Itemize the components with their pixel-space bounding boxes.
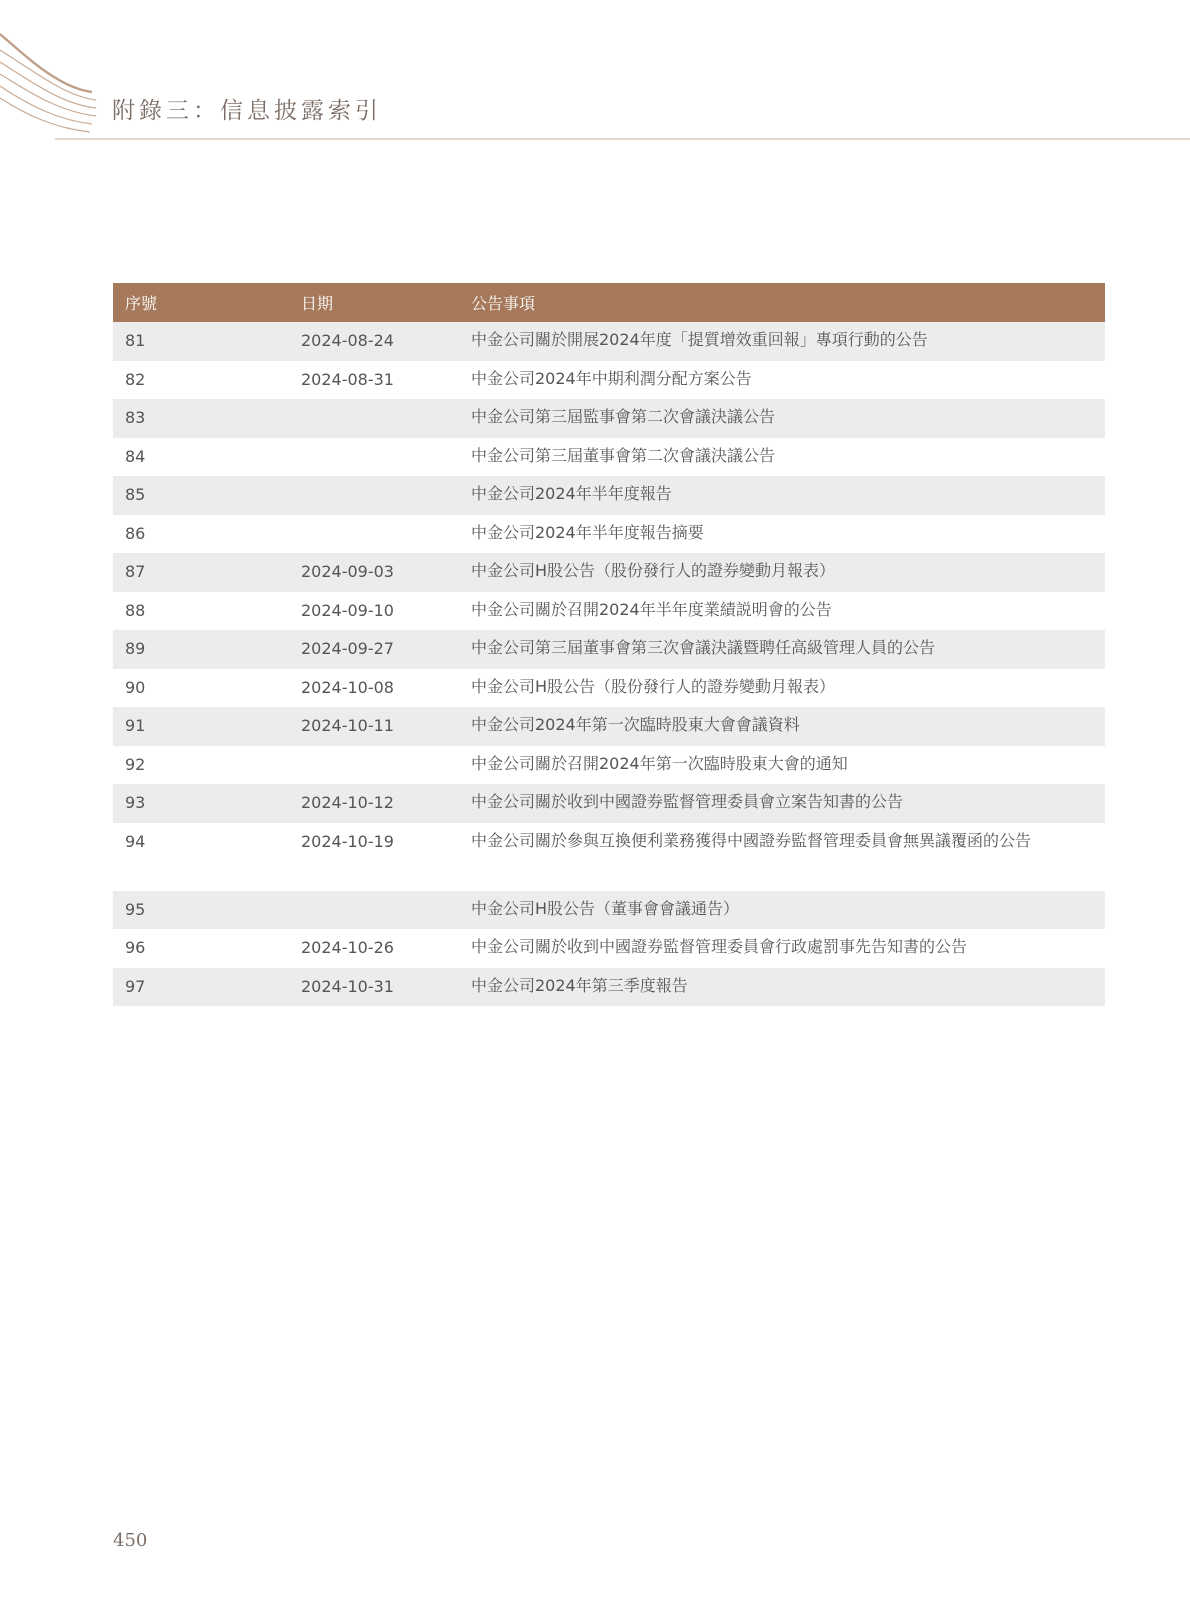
cell-no: 93: [125, 793, 146, 812]
cell-no: 95: [125, 899, 146, 919]
cell-date: 2024-09-27: [301, 639, 394, 658]
cell-date: 2024-10-19: [301, 831, 394, 851]
cell-date: 2024-10-12: [301, 793, 394, 812]
cell-date: 2024-08-31: [301, 369, 394, 389]
cell-item: 中金公司2024年第三季度報告: [471, 975, 688, 995]
cell-no: 81: [125, 331, 146, 350]
column-header-item: 公告事項: [471, 294, 536, 313]
table-row: [113, 707, 1105, 746]
page-title: 附錄三：信息披露索引: [112, 98, 382, 124]
table-row: [113, 746, 1105, 785]
cell-no: 89: [125, 639, 146, 658]
page-number: 450: [113, 1530, 148, 1551]
cell-item: 中金公司第三屆董事會第二次會議決議公告: [471, 445, 776, 465]
cell-no: 88: [125, 600, 146, 620]
cell-date: 2024-10-31: [301, 976, 394, 996]
table-row: [113, 891, 1105, 930]
table-row: [113, 784, 1105, 823]
cell-no: 91: [125, 716, 146, 735]
cell-no: 97: [125, 976, 146, 996]
cell-no: 96: [125, 938, 146, 957]
cell-no: 84: [125, 446, 146, 466]
table-row: [113, 669, 1105, 708]
cell-item: 中金公司H股公告（董事會會議通告）: [471, 898, 740, 918]
cell-no: 83: [125, 408, 146, 427]
table-row: [113, 968, 1105, 1007]
cell-item: 中金公司H股公告（股份發行人的證券變動月報表）: [471, 561, 836, 580]
cell-item: 中金公司關於參與互換便利業務獲得中國證券監督管理委員會無異議覆函的公告: [471, 830, 1032, 850]
table-header: [113, 283, 1105, 322]
cell-date: 2024-10-26: [301, 938, 394, 957]
cell-no: 94: [125, 831, 146, 851]
cell-item: 中金公司關於收到中國證券監督管理委員會立案告知書的公告: [471, 792, 904, 811]
cell-date: 2024-09-03: [301, 562, 394, 581]
table-row: [113, 515, 1105, 554]
table-row: [113, 823, 1105, 891]
cell-item: 中金公司2024年中期利潤分配方案公告: [471, 368, 752, 388]
cell-item: 中金公司H股公告（股份發行人的證券變動月報表）: [471, 676, 836, 696]
table-row: [113, 476, 1105, 515]
cell-no: 82: [125, 369, 146, 389]
cell-item: 中金公司關於召開2024年半年度業績説明會的公告: [471, 599, 832, 619]
cell-no: 86: [125, 523, 146, 543]
cell-item: 中金公司第三屆董事會第三次會議決議暨聘任高級管理人員的公告: [471, 638, 936, 657]
cell-item: 中金公司2024年第一次臨時股東大會會議資料: [471, 715, 800, 734]
cell-item: 中金公司關於召開2024年第一次臨時股東大會的通知: [471, 753, 848, 773]
cell-item: 中金公司2024年半年度報告摘要: [471, 522, 704, 542]
table-row: [113, 438, 1105, 477]
cell-item: 中金公司2024年半年度報告: [471, 484, 672, 503]
header-decoration: [0, 0, 1190, 160]
cell-no: 92: [125, 754, 146, 774]
column-header-no: 序號: [125, 294, 158, 313]
table-row: [113, 322, 1105, 361]
cell-no: 90: [125, 677, 146, 697]
cell-no: 85: [125, 485, 146, 504]
column-header-date: 日期: [301, 294, 334, 313]
table-row: [113, 630, 1105, 669]
cell-item: 中金公司第三屆監事會第二次會議決議公告: [471, 407, 776, 426]
table-row: [113, 929, 1105, 968]
cell-date: 2024-10-08: [301, 677, 394, 697]
cell-item: 中金公司關於收到中國證券監督管理委員會行政處罰事先告知書的公告: [471, 937, 968, 956]
cell-no: 87: [125, 562, 146, 581]
table-row: [113, 553, 1105, 592]
cell-date: 2024-08-24: [301, 331, 394, 350]
cell-item: 中金公司關於開展2024年度「提質增效重回報」專項行動的公告: [471, 330, 928, 349]
cell-date: 2024-10-11: [301, 716, 394, 735]
table-row: [113, 399, 1105, 438]
table-row: [113, 361, 1105, 400]
cell-date: 2024-09-10: [301, 600, 394, 620]
table-row: [113, 592, 1105, 631]
disclosure-index-table: [113, 283, 1105, 1006]
